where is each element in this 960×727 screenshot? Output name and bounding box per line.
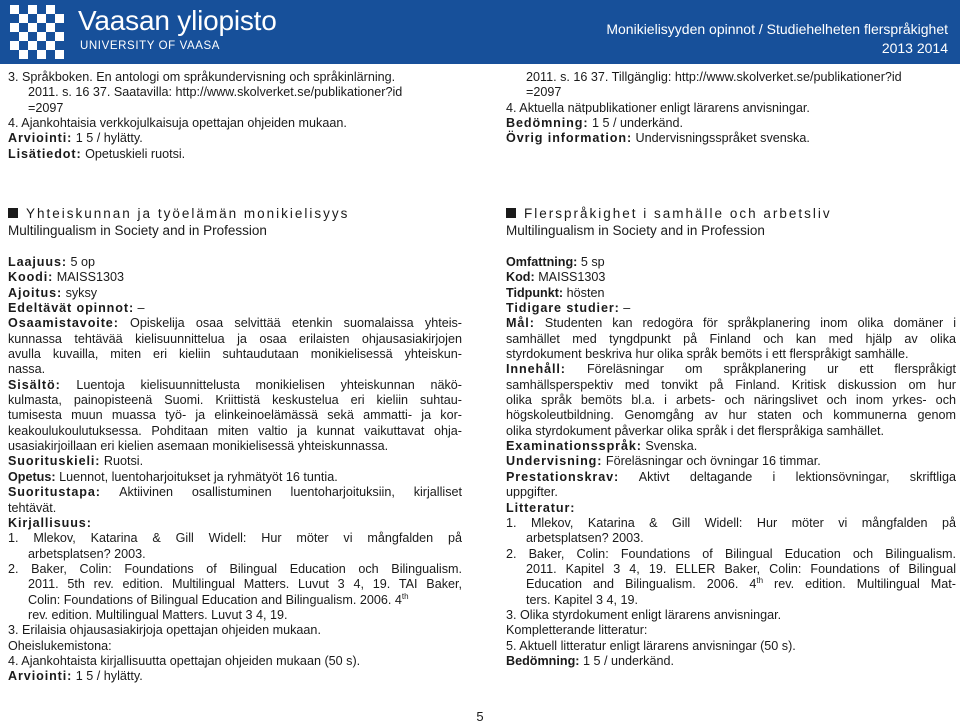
content-text: usasiakirjoillaan eri kielien asemaan monikielisessä yhteiskunnassa. — [8, 439, 389, 454]
literature-item: 1. Mlekov, Katarina & Gill Widell: Hur möter vi mångfalden på — [506, 515, 956, 530]
prerequisites-label: Edeltävät opinnot: — [8, 301, 135, 316]
scope-line — [8, 255, 462, 270]
course-swedish — [506, 206, 956, 669]
code-label: Kod: — [506, 270, 535, 285]
code-label: Koodi: — [8, 270, 54, 285]
prerequisites-value: – — [137, 301, 145, 316]
course-subtitle: Multilingualism in Society and in Profession — [506, 223, 765, 238]
scope-value: 5 op — [70, 255, 95, 269]
exam-language-line — [506, 439, 956, 454]
prerequisites-label: Tidigare studier: — [506, 301, 620, 316]
exam-language-label: Suorituskieli: — [8, 454, 101, 469]
exam-language-label: Examinationsspråk: — [506, 439, 642, 454]
goals-text: kunnassa tehtävää kielisuunnittelua ja osaa erilaisten ohjausasiakirjojen — [8, 331, 462, 346]
scope-label: Laajuus: — [8, 255, 67, 269]
content-text: olika styrdokument påverkar olika språk i det flerspråkiga samhället. — [506, 423, 884, 438]
timing-line — [506, 286, 956, 301]
goals-text: styrdokument beskriva hur olika språk bemöts i ett flerspråkigt samhälle. — [506, 347, 909, 362]
extra-literature-label: Oheislukemistona: — [8, 638, 112, 653]
bullet-square-icon — [8, 208, 18, 218]
prerequisites-line — [8, 301, 462, 316]
teaching-label: Opetus: — [8, 469, 56, 484]
grading-label: Bedömning: — [506, 653, 580, 668]
timing-line — [8, 286, 462, 301]
university-name-english: UNIVERSITY OF VAASA — [80, 40, 221, 52]
grading-label: Bedömning: — [506, 116, 589, 131]
goals-text: samhället med tyngdpunkt på Finland och kan med hjälp av olika — [506, 331, 956, 346]
timing-label: Tidpunkt: — [506, 285, 564, 300]
timing-value: syksy — [65, 285, 98, 300]
exam-language-line — [8, 454, 462, 469]
continuation-finnish — [8, 70, 460, 162]
content-text: tumisesta muun muassa työ- ja elinkeinoelämässä sekä ammatti- ja kor- — [8, 408, 462, 423]
additional-info-label: Övrig information: — [506, 131, 633, 146]
goals-label: Osaamistavoite: — [8, 316, 119, 331]
code-value: MAISS1303 — [56, 270, 124, 285]
content-text: keakoulukoulutuksessa. Pohditaan miten valtio ja kunnat vaikuttavat ohja- — [8, 423, 462, 438]
grading-value: 1 5 / hylätty. — [75, 669, 143, 684]
additional-info-line — [506, 131, 956, 146]
course-subtitle: Multilingualism in Society and in Profession — [8, 223, 267, 238]
goals-line: Osaamistavoite: Opiskelija osaa selvittää etenkin suomalaissa yhteis- — [8, 316, 462, 331]
literature-item-cont: arbetsplatsen? 2003. — [28, 546, 146, 561]
literature-item-cont: 2011. s. 16 37. Tillgänglig: http://www.skolverket.se/publikationer?id — [526, 70, 902, 84]
prerequisites-line — [506, 301, 956, 316]
literature-item: 5. Aktuell litteratur enligt lärarens anvisningar (50 s). — [506, 638, 796, 653]
goals-label: Mål: — [506, 316, 535, 331]
code-value: MAISS1303 — [538, 270, 606, 285]
content-label: Sisältö: — [8, 377, 61, 392]
course-title: Flerspråkighet i samhälle och arbetsliv — [506, 206, 956, 222]
content-text: samhällsperspektiv med tonvikt på Finland. Kritisk diskussion om hur — [506, 377, 956, 392]
literature-item: 2. Baker, Colin: Foundations of Bilingual Education och Bilingualism. — [506, 546, 956, 561]
course-finnish — [8, 206, 462, 685]
timing-value: hösten — [566, 285, 605, 300]
grading-value: 1 5 / underkänd. — [591, 116, 683, 131]
literature-item: 3. Olika styrdokument enligt lärarens anvisningar. — [506, 607, 782, 622]
content-text: olika språk bemöts bl.a. i arbets- och näringslivet och inom yrkes- och — [506, 393, 956, 408]
literature-item-cont: 2011. s. 16 37. Saatavilla: http://www.skolverket.se/publikationer?id — [28, 85, 403, 100]
literature-label: Litteratur: — [506, 500, 576, 515]
method-label: Suoritustapa: — [8, 485, 101, 500]
literature-label: Kirjallisuus: — [8, 515, 92, 530]
content-line: Sisältö: Luentoja kielisuunnittelusta monikielisen yhteiskunnan näkö- — [8, 377, 462, 392]
additional-info-value: Opetuskieli ruotsi. — [85, 146, 186, 161]
teaching-label: Undervisning: — [506, 454, 603, 469]
method-label: Prestationskrav: — [506, 469, 620, 484]
method-text: tehtävät. — [8, 500, 57, 515]
grading-line — [506, 116, 956, 131]
teaching-line — [8, 470, 462, 485]
scope-value: 5 sp — [580, 255, 605, 269]
grading-line — [506, 654, 956, 669]
literature-item-cont: arbetsplatsen? 2003. — [526, 531, 644, 546]
grading-line — [8, 669, 462, 684]
literature-item: 4. Aktuella nätpublikationer enligt lärarens anvisningar. — [506, 100, 810, 115]
code-line — [8, 270, 462, 285]
prerequisites-value: – — [623, 301, 631, 316]
grading-value: 1 5 / hylätty. — [75, 131, 143, 146]
method-text: uppgifter. — [506, 485, 558, 500]
content-line: Innehåll: Föreläsningar om språkplanering ur ett flerspråkigt — [506, 362, 956, 377]
scope-label: Omfattning: — [506, 255, 578, 269]
course-title: Yhteiskunnan ja työelämän monikielisyys — [8, 206, 462, 222]
academic-years: 2013 2014 — [881, 40, 948, 56]
exam-language-value: Svenska. — [645, 439, 698, 454]
literature-item: 4. Ajankohtaista kirjallisuutta opettajan ohjeiden mukaan (50 s). — [8, 653, 361, 668]
additional-info-label: Lisätiedot: — [8, 146, 82, 161]
literature-item: 1. Mlekov, Katarina & Gill Widell: Hur möter vi mångfalden på — [8, 531, 462, 546]
literature-item-cont: =2097 — [28, 100, 64, 115]
literature-item-cont: rev. edition. Multilingual Matters. Luvut 3 4, 19. — [28, 607, 288, 622]
literature-item-cont: =2097 — [526, 85, 562, 100]
literature-item: 4. Ajankohtaisia verkkojulkaisuja opettajan ohjeiden mukaan. — [8, 116, 347, 131]
literature-item: 3. Språkboken. En antologi om språkundervisning och språkinlärning. — [8, 70, 396, 84]
grading-label: Arviointi: — [8, 669, 73, 684]
series-title: Monikielisyyden opinnot / Studiehelheten flerspråkighet — [606, 21, 948, 37]
literature-item-cont: Colin: Foundations of Bilingual Education and Bilingualism. 2006. 4th — [28, 591, 409, 607]
literature-item-cont: 2011. 5th rev. edition. Multilingual Matters. Luvut 3 4, 19. TAI Baker, — [28, 577, 462, 592]
page-header — [0, 0, 960, 64]
extra-literature-label: Kompletterande litteratur: — [506, 623, 648, 638]
university-name: Vaasan yliopisto — [78, 5, 277, 36]
literature-item: 3. Erilaisia ohjausasiakirjoja opettajan ohjeiden mukaan. — [8, 623, 321, 638]
teaching-value: Luennot, luentoharjoitukset ja ryhmätyöt 16 tuntia. — [59, 469, 338, 484]
continuation-swedish — [506, 70, 956, 147]
goals-text: nassa. — [8, 362, 46, 377]
content-label: Innehåll: — [506, 362, 566, 377]
additional-info-line — [8, 147, 460, 162]
content-text: högskoleutbildning. Genomgång av hur staten och kommunerna genom — [506, 408, 956, 423]
teaching-line — [506, 454, 956, 469]
exam-language-value: Ruotsi. — [103, 454, 144, 469]
method-line: Prestationskrav: Aktivt deltagande i lektionsövningar, skriftliga — [506, 469, 956, 484]
grading-label: Arviointi: — [8, 131, 73, 146]
timing-label: Ajoitus: — [8, 285, 63, 300]
literature-item: 2. Baker, Colin: Foundations of Bilingual Education och Bilingualism. — [8, 561, 462, 576]
grading-line — [8, 131, 460, 146]
literature-item-cont: Education and Bilingualism. 2006. 4th rev. edition. Multilingual Mat- — [526, 576, 956, 592]
content-text: kulmasta, painopisteenä Suomi. Kriittistä keskustelua eri kieliin suhtau- — [8, 393, 462, 408]
page-number: 5 — [476, 709, 484, 724]
literature-item-cont: ters. Kapitel 3 4, 19. — [526, 592, 639, 607]
university-logo-icon — [10, 5, 64, 59]
literature-item-cont: 2011. Kapitel 3 4, 19. ELLER Baker, Colin: Foundations of Bilingual — [526, 561, 956, 576]
additional-info-value: Undervisningsspråket svenska. — [635, 131, 810, 146]
teaching-value: Föreläsningar och övningar 16 timmar. — [605, 454, 821, 469]
bullet-square-icon — [506, 208, 516, 218]
grading-value: 1 5 / underkänd. — [582, 653, 674, 668]
method-line: Suoritustapa: Aktiivinen osallistuminen luentoharjoituksiin, kirjalliset — [8, 485, 462, 500]
goals-line: Mål: Studenten kan redogöra för språkplanering inom olika domäner i — [506, 316, 957, 331]
code-line — [506, 270, 956, 285]
scope-line — [506, 255, 956, 270]
goals-text: avulla kuvailla, miten eri kieliin suhtaudutaan monikielisessä yhteiskun- — [8, 347, 462, 362]
